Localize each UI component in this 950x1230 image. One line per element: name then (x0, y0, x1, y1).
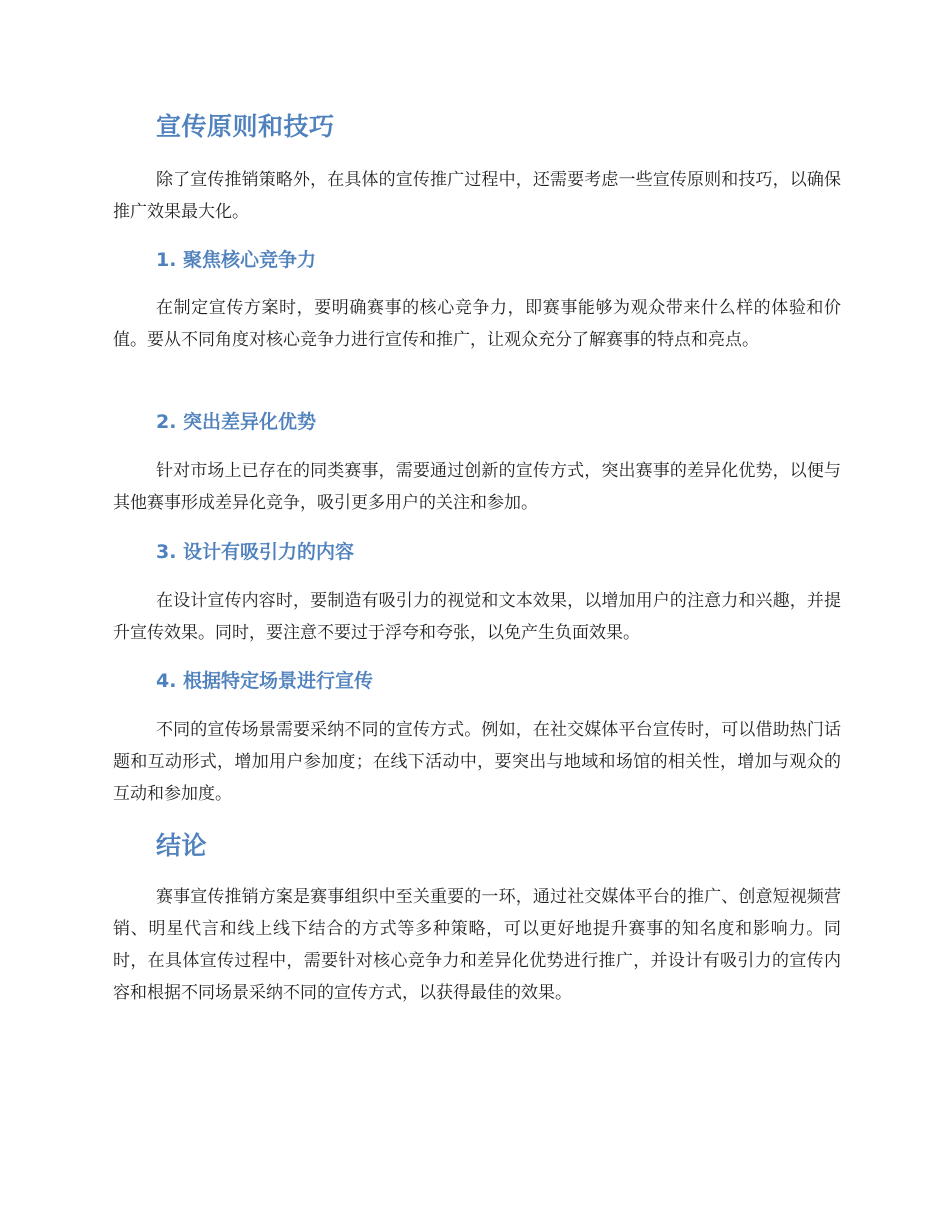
paragraph-core-competence (113, 292, 841, 356)
paragraph-text: 在制定宣传方案时，要明确赛事的核心竞争力，即赛事能够为观众带来什么样的体验和价值。要从不同角度对核心竞争力进行宣传和推广，让观众充分了解赛事的特点和亮点。 (113, 298, 841, 350)
paragraph-principles (113, 164, 841, 228)
paragraph-text: 针对市场上已存在的同类赛事，需要通过创新的宣传方式，突出赛事的差异化优势，以便与其他赛事形成差异化竞争，吸引更多用户的关注和参加。 (113, 461, 841, 513)
paragraph-specific-scenarios (113, 714, 841, 810)
subheading-differentiation: 2. 突出差异化优势 (156, 411, 317, 433)
paragraph-text: 不同的宣传场景需要采纳不同的宣传方式。例如，在社交媒体平台宣传时，可以借助热门话题和互动形式，增加用户参加度；在线下活动中，要突出与地域和场馆的相关性，增加与观众的互动和参加度。 (113, 720, 841, 804)
paragraph-text: 除了宣传推销策略外，在具体的宣传推广过程中，还需要考虑一些宣传原则和技巧，以确保推广效果最大化。 (113, 170, 841, 222)
paragraph-text: 在设计宣传内容时，要制造有吸引力的视觉和文本效果，以增加用户的注意力和兴趣，并提升宣传效果。同时，要注意不要过于浮夸和夸张，以免产生负面效果。 (113, 591, 841, 643)
paragraph-text: 赛事宣传推销方案是赛事组织中至关重要的一环，通过社交媒体平台的推广、创意短视频营销、明星代言和线上线下结合的方式等多种策略，可以更好地提升赛事的知名度和影响力。同时，在具体宣传过程中，需要针对核心竞争力和差异化优势进行推广，并设计有吸引力的宣传内容和根据不同场景采纳不同的宣传方式，以获得最佳的效果。 (113, 887, 841, 1003)
paragraph-differentiation (113, 455, 841, 519)
paragraph-conclusion (113, 881, 841, 1009)
section-heading-principles: 宣传原则和技巧 (156, 112, 335, 141)
subheading-specific-scenarios: 4. 根据特定场景进行宣传 (156, 670, 374, 692)
subheading-attractive-content: 3. 设计有吸引力的内容 (156, 541, 355, 563)
section-heading-conclusion: 结论 (156, 831, 208, 860)
paragraph-attractive-content (113, 585, 841, 649)
subheading-core-competence: 1. 聚焦核心竞争力 (156, 249, 317, 271)
